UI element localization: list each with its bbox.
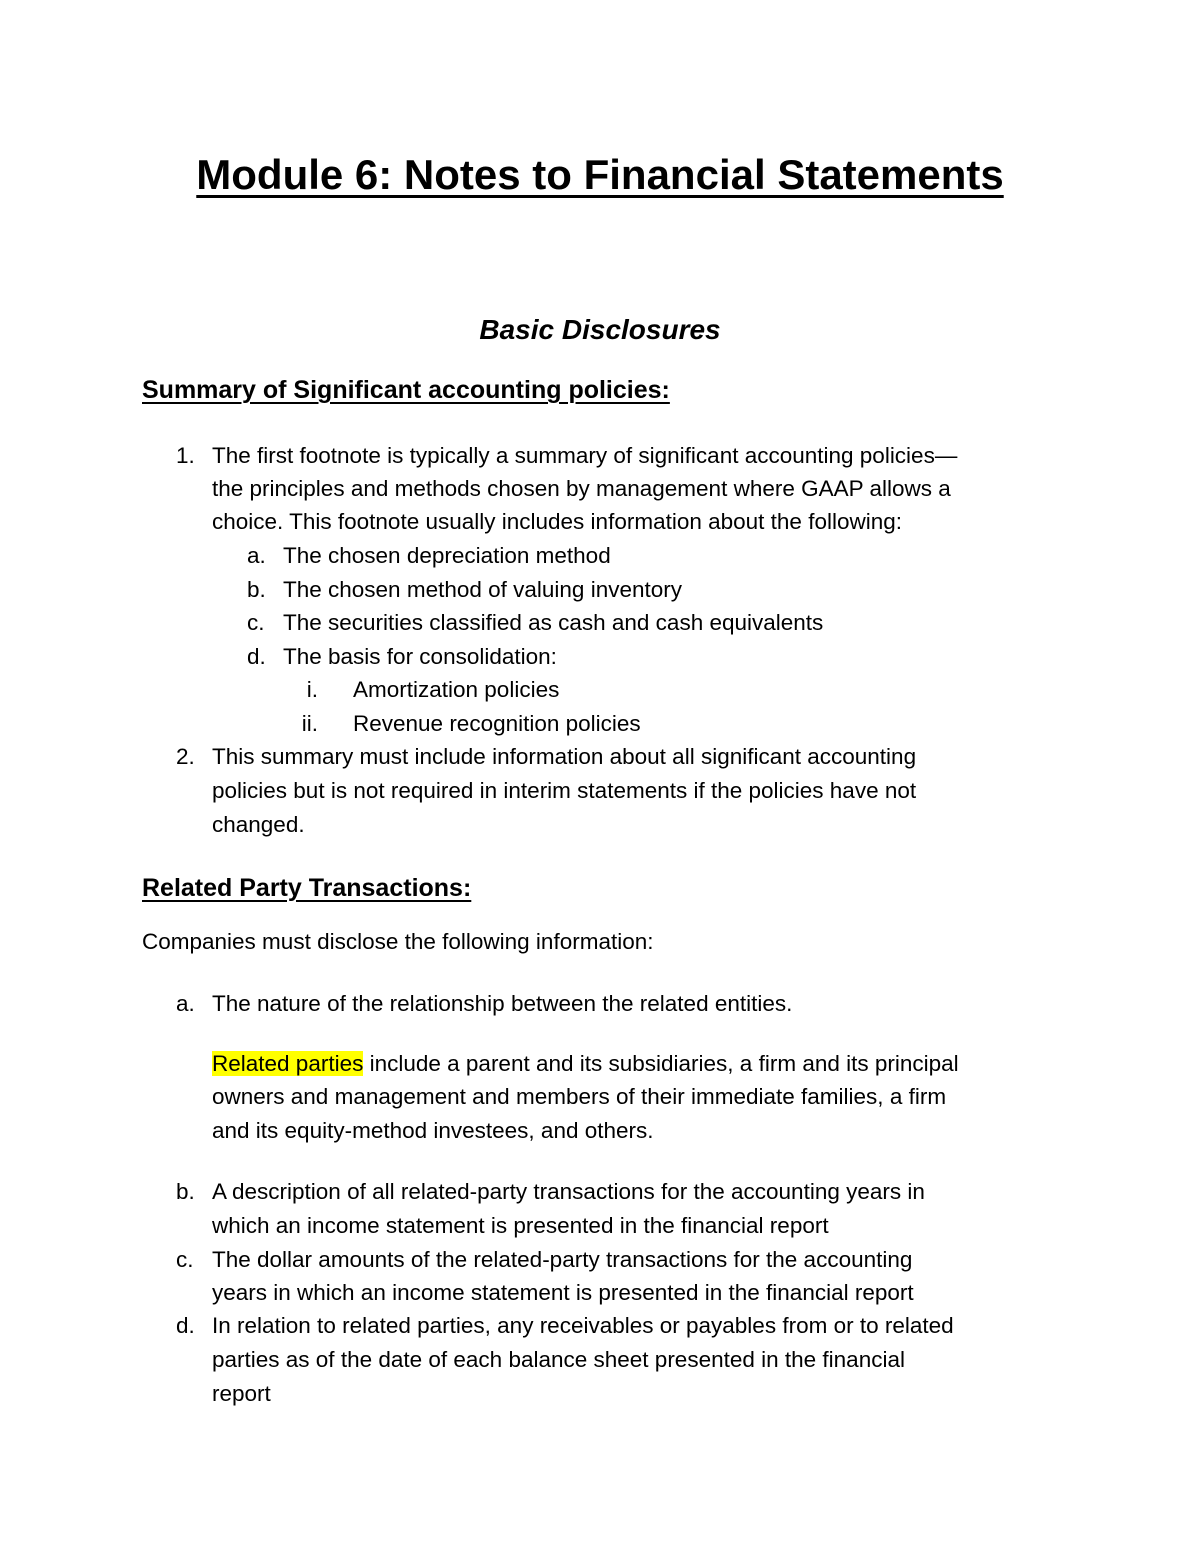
list-item-text: which an income statement is presented in the financial report bbox=[212, 1213, 829, 1238]
list-item-text: The chosen depreciation method bbox=[283, 543, 611, 568]
list-marker: b. bbox=[247, 577, 266, 602]
section-heading-related-party: Related Party Transactions: bbox=[142, 874, 472, 902]
list-item-text: The dollar amounts of the related-party transactions for the accounting bbox=[212, 1247, 913, 1272]
note-line: owners and management and members of their immediate families, a firm bbox=[212, 1084, 947, 1109]
list-item-text: years in which an income statement is presented in the financial report bbox=[212, 1280, 914, 1305]
list-marker: 2. bbox=[176, 744, 195, 769]
subtitle: Basic Disclosures bbox=[479, 314, 721, 345]
list-marker: c. bbox=[247, 610, 265, 635]
intro-text: Companies must disclose the following information: bbox=[142, 929, 654, 954]
list-marker: a. bbox=[176, 991, 195, 1016]
list-item-text: the principles and methods chosen by management where GAAP allows a bbox=[212, 476, 951, 501]
list-marker: 1. bbox=[176, 443, 195, 468]
list-item-text: The nature of the relationship between the related entities. bbox=[212, 991, 793, 1016]
list-item-text: A description of all related-party transactions for the accounting years in bbox=[212, 1179, 925, 1204]
section-heading-policies: Summary of Significant accounting policies: bbox=[142, 376, 670, 404]
list-item-text: In relation to related parties, any receivables or payables from or to related bbox=[212, 1313, 954, 1338]
list-item-text: choice. This footnote usually includes information about the following: bbox=[212, 509, 902, 534]
list-marker: i. bbox=[306, 677, 318, 702]
page-title: Module 6: Notes to Financial Statements bbox=[196, 151, 1004, 198]
highlighted-term: Related parties bbox=[212, 1051, 364, 1076]
list-marker: d. bbox=[176, 1313, 195, 1338]
note-line: Related parties include a parent and its subsidiaries, a firm and its principal bbox=[212, 1051, 959, 1076]
list-item-text: policies but is not required in interim statements if the policies have not bbox=[212, 778, 917, 803]
list-marker: b. bbox=[176, 1179, 195, 1204]
list-item-text: The first footnote is typically a summary of significant accounting policies— bbox=[212, 443, 958, 468]
note-line: and its equity-method investees, and others. bbox=[212, 1118, 654, 1143]
list-item-text: The chosen method of valuing inventory bbox=[283, 577, 682, 602]
list-marker: d. bbox=[247, 644, 266, 669]
list-item-text: parties as of the date of each balance sheet presented in the financial bbox=[212, 1347, 905, 1372]
list-item-text: This summary must include information about all significant accounting bbox=[212, 744, 917, 769]
list-item-text: changed. bbox=[212, 812, 305, 837]
list-marker: c. bbox=[176, 1247, 194, 1272]
list-marker: a. bbox=[247, 543, 266, 568]
list-marker: ii. bbox=[301, 711, 318, 736]
list-item-text: The basis for consolidation: bbox=[283, 644, 557, 669]
list-item-text: report bbox=[212, 1381, 271, 1406]
list-item-text: Revenue recognition policies bbox=[353, 711, 641, 736]
list-item-text: The securities classified as cash and cash equivalents bbox=[283, 610, 824, 635]
list-item-text: Amortization policies bbox=[353, 677, 560, 702]
